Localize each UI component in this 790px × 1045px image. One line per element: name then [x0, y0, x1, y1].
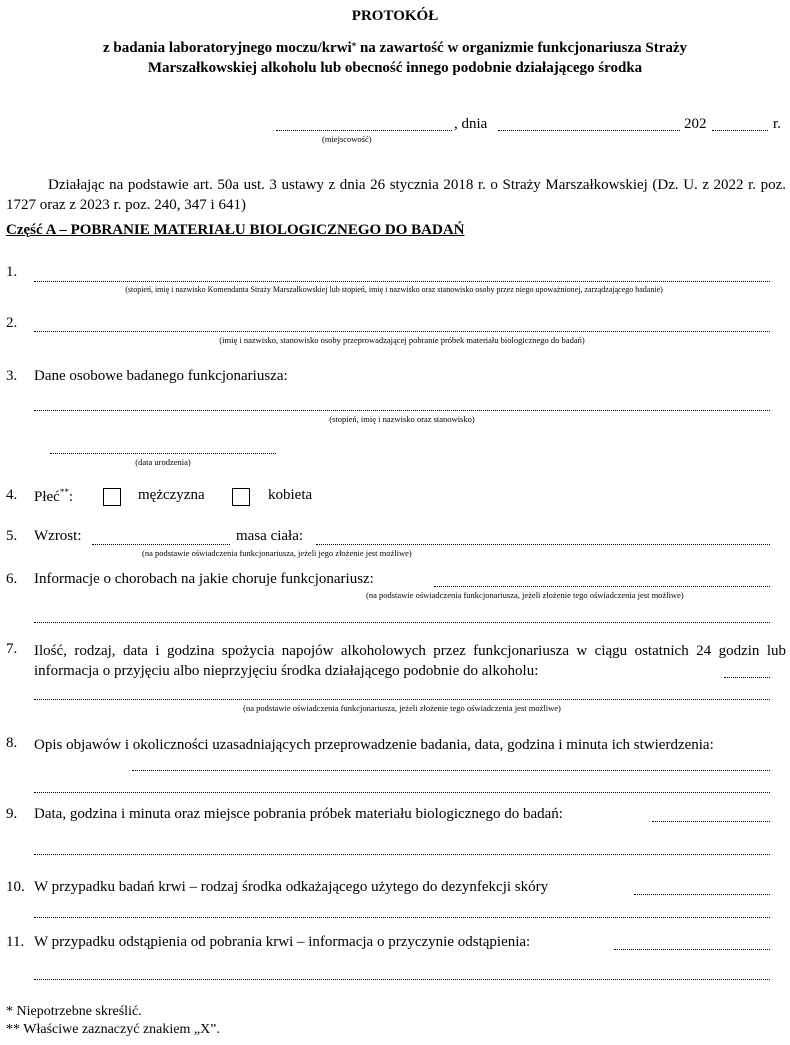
item2-field[interactable]	[34, 331, 770, 332]
item6-field-2[interactable]	[34, 622, 770, 623]
item10-field[interactable]	[634, 894, 770, 895]
item7-hint: (na podstawie oświadczenia funkcjonariusza, jeżeli złożenie tego oświadczenia jest możliwe)	[243, 703, 561, 713]
item7-field-2[interactable]	[34, 699, 770, 700]
subtitle-line2: Marszałkowskiej alkoholu lub obecność innego podobnie działającego środka	[147, 60, 643, 76]
item10-number: 10.	[6, 879, 25, 895]
footnote-2: ** Właściwe zaznaczyć znakiem „X”.	[6, 1022, 220, 1037]
item9-text: Data, godzina i minuta oraz miejsce pobrania próbek materiału biologicznego do badań:	[34, 806, 563, 822]
item4-stars: **	[59, 487, 69, 497]
item11-number: 11.	[6, 934, 25, 950]
item5-height-label: Wzrost:	[34, 528, 82, 544]
date-field[interactable]	[498, 130, 680, 131]
footnote-1: * Niepotrzebne skreślić.	[6, 1004, 142, 1019]
intro-text: Działając na podstawie art. 50a ust. 3 ustawy z dnia 26 stycznia 2018 r. o Straży Marszałkowskiej (Dz. U. z 2022 r. poz. 1727 oraz z 2023 r. poz. 240, 347 i 641)	[6, 177, 786, 213]
item7-number: 7.	[6, 641, 18, 657]
item5-number: 5.	[6, 528, 18, 544]
page-subtitle	[0, 38, 790, 78]
item4-colon: :	[68, 489, 73, 505]
year-field[interactable]	[712, 130, 768, 131]
dnia-label: , dnia	[454, 116, 488, 132]
year-suffix: r.	[773, 116, 781, 132]
item3-rank-field[interactable]	[34, 410, 770, 411]
item11-field[interactable]	[614, 949, 770, 950]
subtitle-line1-post: na zawartość w organizmie funkcjonariusza Straży	[356, 40, 688, 56]
item3-number: 3.	[6, 368, 18, 384]
item2-hint: (imię i nazwisko, stanowisko osoby przeprowadzającej pobranie próbek materiału biologicznego do badań)	[219, 335, 585, 345]
item6-label: Informacje o chorobach na jakie choruje funkcjonariusz:	[34, 571, 374, 587]
item4-number: 4.	[6, 487, 18, 503]
item1-field[interactable]	[34, 281, 770, 282]
item6-field[interactable]	[434, 586, 770, 587]
item11-text: W przypadku odstąpienia od pobrania krwi – informacja o przyczynie odstąpienia:	[34, 934, 531, 950]
section-a-title: Część A – POBRANIE MATERIAŁU BIOLOGICZNEGO DO BADAŃ	[6, 222, 465, 238]
item6-number: 6.	[6, 571, 18, 587]
subtitle-star: *	[351, 41, 357, 51]
item1-number: 1.	[6, 264, 18, 280]
item1-hint: (stopień, imię i nazwisko Komendanta Straży Marszałkowskiej lub stopień, imię i nazwisko oraz stanowisko osoby przez niego upoważnionej, zarządzającego badanie)	[125, 285, 663, 294]
item10-field-2[interactable]	[34, 917, 770, 918]
male-checkbox[interactable]	[103, 488, 121, 506]
place-hint: (miejscowość)	[322, 134, 372, 144]
item8-field-2[interactable]	[34, 792, 770, 793]
female-checkbox[interactable]	[232, 488, 250, 506]
female-label: kobieta	[268, 487, 313, 503]
item8-field[interactable]	[132, 770, 770, 771]
item7-field[interactable]	[724, 677, 770, 678]
item2-number: 2.	[6, 315, 18, 331]
item10-text: W przypadku badań krwi – rodzaj środka odkażającego użytego do dezynfekcji skóry	[34, 879, 549, 895]
item6-hint: (na podstawie oświadczenia funkcjonariusza, jeżeli złożenie tego oświadczenia jest możliwe)	[366, 590, 684, 600]
item8-number: 8.	[6, 735, 18, 751]
height-field[interactable]	[92, 544, 230, 545]
male-label: mężczyzna	[138, 487, 205, 503]
page-title: PROTOKÓŁ	[351, 8, 439, 24]
item9-field[interactable]	[652, 821, 770, 822]
item9-number: 9.	[6, 806, 18, 822]
item9-field-2[interactable]	[34, 854, 770, 855]
subtitle-line1-pre: z badania laboratoryjnego moczu/krwi	[102, 40, 352, 56]
item8-text: Opis objawów i okoliczności uzasadniających przeprowadzenie badania, data, godzina i minuta ich stwierdzenia:	[34, 737, 714, 753]
item3-rank-hint: (stopień, imię i nazwisko oraz stanowisko)	[329, 414, 475, 424]
item5-mass-label: masa ciała:	[236, 528, 304, 544]
item3-label: Dane osobowe badanego funkcjonariusza:	[34, 368, 288, 384]
item7-text: Ilość, rodzaj, data i godzina spożycia napojów alkoholowych przez funkcjonariusza w ciągu ostatnich 24 godzin lub informacja o przyjęciu albo nieprzyjęciu środka działającego podobnie do alkoholu:	[34, 643, 786, 679]
item4-label-text: Płeć	[34, 489, 60, 505]
item3-birth-hint: (data urodzenia)	[135, 457, 191, 467]
item4-label	[34, 487, 73, 506]
mass-field[interactable]	[316, 544, 770, 545]
year-prefix: 202	[684, 116, 707, 132]
item3-birth-field[interactable]	[50, 453, 276, 454]
item5-hint: (na podstawie oświadczenia funkcjonariusza, jeżeli jego złożenie jest możliwe)	[142, 548, 412, 558]
place-field[interactable]	[276, 130, 452, 131]
item11-field-2[interactable]	[34, 979, 770, 980]
